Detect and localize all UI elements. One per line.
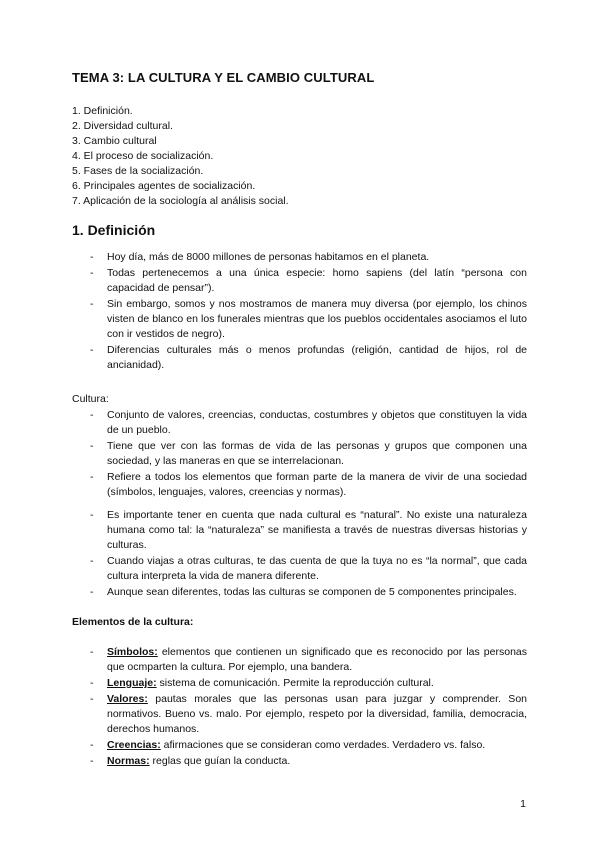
- term-description: pautas morales que las personas usan para juzgar y comprender. Son normativos. Bueno vs. malo. Por ejemplo, respeto por la diversidad, familia, democracia, derechos humanos.: [107, 693, 527, 735]
- list-item: [72, 645, 527, 675]
- toc-item: 4. El proceso de socialización.: [72, 150, 214, 162]
- list-item-text: Aunque sean diferentes, todas las culturas se componen de 5 componentes principales.: [107, 586, 517, 598]
- list-item: [72, 343, 527, 373]
- toc-item: 1. Definición.: [72, 105, 133, 117]
- term-description: afirmaciones que se consideran como verdades. Verdadero vs. falso.: [160, 739, 486, 751]
- dash-marker: -: [90, 251, 94, 263]
- list-item: [72, 266, 527, 296]
- definicion-list: [72, 250, 527, 373]
- list-item-text: Diferencias culturales más o menos profundas (religión, cantidad de hijos, rol de ancianidad).: [107, 344, 527, 371]
- list-item: [72, 676, 527, 691]
- toc-item: 5. Fases de la socialización.: [72, 165, 204, 177]
- dash-marker: -: [90, 586, 94, 598]
- elementos-heading: Elementos de la cultura:: [72, 616, 194, 628]
- dash-marker: -: [90, 440, 94, 452]
- list-item: [72, 408, 527, 438]
- term-label: Creencias:: [107, 739, 161, 751]
- term-label: Lenguaje:: [107, 677, 157, 689]
- dash-marker: -: [90, 677, 94, 689]
- dash-marker: -: [90, 509, 94, 521]
- dash-marker: -: [90, 739, 94, 751]
- toc-item: 6. Principales agentes de socialización.: [72, 180, 256, 192]
- dash-marker: -: [90, 646, 94, 658]
- term-label: Símbolos:: [107, 646, 158, 658]
- section-heading-definicion: 1. Definición: [72, 222, 156, 238]
- document-title: TEMA 3: LA CULTURA Y EL CAMBIO CULTURAL: [72, 70, 375, 85]
- term-description: elementos que contienen un significado que es reconocido por las personas que ocmparten la cultura. Por ejemplo, una bandera.: [107, 646, 527, 673]
- toc-item: 7. Aplicación de la sociología al análisis social.: [72, 195, 289, 207]
- dash-marker: -: [90, 267, 94, 279]
- toc-item: 3. Cambio cultural: [72, 135, 157, 147]
- list-item: [72, 439, 527, 469]
- list-item-text: Hoy día, más de 8000 millones de personas habitamos en el planeta.: [107, 251, 430, 263]
- term-description: sistema de comunicación. Permite la reproducción cultural.: [156, 677, 434, 689]
- list-item-text: Todas pertenecemos a una única especie: homo sapiens (del latín “persona con capacidad de pensar”).: [107, 267, 527, 294]
- list-item: [72, 250, 527, 265]
- list-item: [72, 738, 527, 753]
- term-description: reglas que guían la conducta.: [149, 755, 291, 767]
- document-page: [72, 70, 527, 770]
- elementos-list: [72, 645, 527, 769]
- list-item-text: Sin embargo, somos y nos mostramos de manera muy diversa (por ejemplo, los chinos visten de blanco en los funerales mientras que los pueblos occidentales asociamos el luto con ir vestidos de negro).: [107, 298, 527, 340]
- term-label: Valores:: [107, 693, 148, 705]
- list-item-text: Es importante tener en cuenta que nada cultural es “natural”. No existe una naturaleza humana como tal: la “naturaleza” se manifiesta a través de nuestras diversas historias y culturas.: [107, 509, 527, 551]
- cultura-list: [72, 408, 527, 600]
- list-item: [72, 508, 527, 553]
- table-of-contents: [72, 104, 527, 209]
- list-item: [72, 585, 527, 600]
- dash-marker: -: [90, 755, 94, 767]
- list-item: [72, 554, 527, 584]
- dash-marker: -: [90, 471, 94, 483]
- list-item: [72, 297, 527, 342]
- dash-marker: -: [90, 344, 94, 356]
- list-item: [72, 754, 527, 769]
- list-item-text: Tiene que ver con las formas de vida de las personas y grupos que componen una sociedad, y las maneras en que se interrelacionan.: [107, 440, 527, 467]
- list-item: [72, 470, 527, 500]
- list-item: [72, 692, 527, 737]
- toc-item: 2. Diversidad cultural.: [72, 120, 173, 132]
- list-item-text: Cuando viajas a otras culturas, te das cuenta de que la tuya no es “la normal”, que cada cultura interpreta la vida de manera diferente.: [107, 555, 527, 582]
- dash-marker: -: [90, 298, 94, 310]
- dash-marker: -: [90, 409, 94, 421]
- dash-marker: -: [90, 555, 94, 567]
- term-label: Normas:: [107, 755, 150, 767]
- page-number: 1: [520, 798, 526, 810]
- dash-marker: -: [90, 693, 94, 705]
- cultura-label: Cultura:: [72, 393, 109, 405]
- list-item-text: Conjunto de valores, creencias, conductas, costumbres y objetos que constituyen la vida de un pueblo.: [107, 409, 527, 436]
- list-item-text: Refiere a todos los elementos que forman parte de la manera de vivir de una sociedad (símbolos, lenguajes, valores, creencias y normas).: [107, 471, 527, 498]
